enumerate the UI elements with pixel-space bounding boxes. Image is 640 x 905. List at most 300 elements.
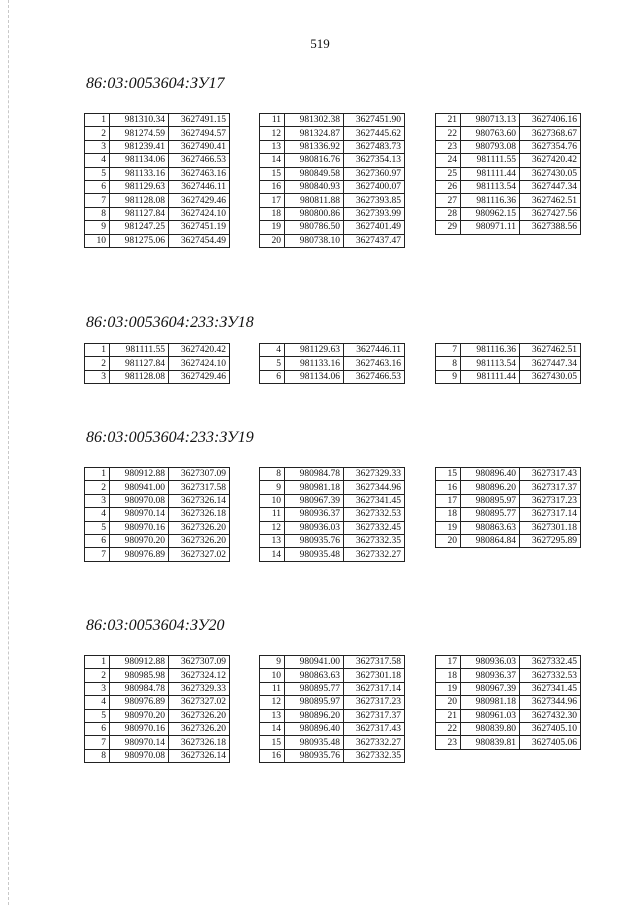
point-number: 22 (436, 722, 461, 735)
coordinate-x: 980936.03 (285, 521, 344, 534)
table-row (260, 548, 405, 561)
coordinate-y: 3627326.14 (169, 749, 230, 762)
point-number: 5 (260, 357, 285, 370)
point-number: 7 (85, 194, 110, 207)
point-number: 15 (260, 736, 285, 749)
table-row (260, 669, 405, 682)
coordinate-y: 3627427.56 (520, 207, 581, 220)
coordinate-y: 3627326.20 (169, 521, 230, 534)
point-number: 1 (85, 114, 110, 127)
coordinates-table (84, 113, 230, 248)
table-row (436, 154, 581, 167)
coordinate-x: 980935.48 (285, 736, 344, 749)
point-number: 11 (260, 682, 285, 695)
coordinate-x: 981129.63 (285, 344, 344, 357)
point-number: 3 (85, 494, 110, 507)
point-number: 16 (260, 180, 285, 193)
point-number: 17 (260, 194, 285, 207)
point-number: 7 (85, 548, 110, 561)
coordinate-x: 980967.39 (461, 682, 520, 695)
coordinate-y: 3627332.27 (344, 548, 405, 561)
table-row (85, 548, 230, 561)
coordinate-x: 980941.00 (110, 481, 169, 494)
coordinate-x: 980713.13 (461, 114, 520, 127)
coordinate-y: 3627424.10 (169, 207, 230, 220)
coordinates-tables (84, 655, 596, 855)
point-number: 21 (436, 114, 461, 127)
table-row (436, 494, 581, 507)
table-row (85, 357, 230, 370)
point-number: 5 (85, 521, 110, 534)
section-title: 86:03:0053604:ЗУ17 (86, 75, 225, 92)
point-number: 25 (436, 167, 461, 180)
table-row (436, 207, 581, 220)
coordinate-x: 981116.36 (461, 194, 520, 207)
coordinate-y: 3627344.96 (520, 696, 581, 709)
coordinate-y: 3627401.49 (344, 221, 405, 234)
coordinate-x: 981275.06 (110, 234, 169, 247)
point-number: 13 (260, 534, 285, 547)
coordinate-x: 980967.39 (285, 494, 344, 507)
point-number: 5 (85, 709, 110, 722)
coordinate-x: 981113.54 (461, 357, 520, 370)
point-number: 9 (260, 481, 285, 494)
coordinate-x: 981274.59 (110, 127, 169, 140)
point-number: 7 (85, 736, 110, 749)
coordinate-y: 3627317.58 (344, 656, 405, 669)
coordinate-x: 980961.03 (461, 709, 520, 722)
coordinate-x: 980971.11 (461, 221, 520, 234)
coordinate-x: 980936.03 (461, 656, 520, 669)
table-row (85, 736, 230, 749)
table-row (85, 534, 230, 547)
table-row (436, 468, 581, 481)
point-number: 18 (436, 669, 461, 682)
table-row (85, 682, 230, 695)
coordinate-y: 3627317.58 (169, 481, 230, 494)
point-number: 21 (436, 709, 461, 722)
point-number: 2 (85, 481, 110, 494)
point-number: 9 (85, 221, 110, 234)
point-number: 17 (436, 494, 461, 507)
table-row (436, 140, 581, 153)
coordinate-y: 3627332.53 (344, 508, 405, 521)
table-row (260, 180, 405, 193)
coordinate-x: 981239.41 (110, 140, 169, 153)
point-number: 20 (436, 534, 461, 547)
table-row (85, 521, 230, 534)
coordinate-x: 980936.37 (285, 508, 344, 521)
point-number: 4 (260, 344, 285, 357)
coordinate-x: 980895.77 (461, 508, 520, 521)
table-row (85, 344, 230, 357)
table-row (260, 656, 405, 669)
table-row (85, 696, 230, 709)
table-row (260, 370, 405, 383)
coordinate-x: 981336.92 (285, 140, 344, 153)
coordinate-y: 3627326.14 (169, 494, 230, 507)
coordinate-y: 3627454.49 (169, 234, 230, 247)
table-row (436, 696, 581, 709)
coordinate-y: 3627326.20 (169, 722, 230, 735)
point-number: 14 (260, 548, 285, 561)
point-number: 4 (85, 154, 110, 167)
table-row (85, 749, 230, 762)
coordinate-x: 980970.08 (110, 494, 169, 507)
coordinate-y: 3627483.73 (344, 140, 405, 153)
coordinate-x: 980970.20 (110, 534, 169, 547)
table-row (436, 167, 581, 180)
coordinate-y: 3627420.42 (169, 344, 230, 357)
table-row (260, 709, 405, 722)
table-row (260, 127, 405, 140)
table-row (85, 194, 230, 207)
point-number: 6 (85, 722, 110, 735)
table-row (436, 508, 581, 521)
point-number: 18 (260, 207, 285, 220)
table-row (260, 534, 405, 547)
point-number: 28 (436, 207, 461, 220)
table-row (85, 167, 230, 180)
coordinate-x: 981113.54 (461, 180, 520, 193)
coordinate-x: 980985.98 (110, 669, 169, 682)
coordinate-y: 3627317.43 (344, 722, 405, 735)
point-number: 20 (260, 234, 285, 247)
point-number: 16 (260, 749, 285, 762)
coordinate-y: 3627405.06 (520, 736, 581, 749)
coordinates-table (435, 113, 581, 235)
section-zu20 (84, 616, 596, 855)
point-number: 2 (85, 669, 110, 682)
table-row (260, 722, 405, 735)
coordinate-y: 3627326.18 (169, 736, 230, 749)
coordinate-x: 981133.16 (110, 167, 169, 180)
coordinate-x: 980984.78 (110, 682, 169, 695)
coordinate-y: 3627317.43 (520, 468, 581, 481)
point-number: 14 (260, 154, 285, 167)
coordinate-x: 980863.63 (285, 669, 344, 682)
coordinate-y: 3627406.16 (520, 114, 581, 127)
coordinate-x: 980970.08 (110, 749, 169, 762)
table-row (85, 114, 230, 127)
coordinate-x: 980935.48 (285, 548, 344, 561)
point-number: 3 (85, 140, 110, 153)
coordinate-y: 3627447.34 (520, 357, 581, 370)
table-row (260, 749, 405, 762)
coordinate-y: 3627494.57 (169, 127, 230, 140)
coordinate-x: 980786.50 (285, 221, 344, 234)
coordinate-x: 980839.81 (461, 736, 520, 749)
table-row (436, 357, 581, 370)
coordinate-x: 981128.08 (110, 370, 169, 383)
coordinate-y: 3627451.19 (169, 221, 230, 234)
coordinate-y: 3627317.23 (344, 696, 405, 709)
coordinate-x: 980970.16 (110, 521, 169, 534)
point-number: 8 (260, 468, 285, 481)
coordinate-x: 981134.06 (110, 154, 169, 167)
coordinate-y: 3627344.96 (344, 481, 405, 494)
coordinate-x: 981310.34 (110, 114, 169, 127)
coordinate-x: 980863.63 (461, 521, 520, 534)
table-row (436, 669, 581, 682)
point-number: 10 (260, 494, 285, 507)
table-row (85, 709, 230, 722)
coordinate-x: 980895.77 (285, 682, 344, 695)
coordinate-x: 980984.78 (285, 468, 344, 481)
coordinates-table (259, 467, 405, 562)
coordinate-x: 980941.00 (285, 656, 344, 669)
table-row (85, 481, 230, 494)
table-row (260, 494, 405, 507)
coordinate-x: 980816.76 (285, 154, 344, 167)
point-number: 26 (436, 180, 461, 193)
point-number: 4 (85, 508, 110, 521)
coordinate-x: 980896.40 (285, 722, 344, 735)
point-number: 10 (85, 234, 110, 247)
table-row (85, 140, 230, 153)
coordinate-x: 980970.20 (110, 709, 169, 722)
coordinate-y: 3627326.18 (169, 508, 230, 521)
coordinate-x: 980864.84 (461, 534, 520, 547)
point-number: 12 (260, 127, 285, 140)
coordinate-x: 981127.84 (110, 207, 169, 220)
coordinates-table (84, 343, 230, 384)
coordinate-x: 980738.10 (285, 234, 344, 247)
point-number: 23 (436, 736, 461, 749)
point-number: 8 (85, 749, 110, 762)
section-title: 86:03:0053604:233:ЗУ18 (86, 314, 254, 331)
table-row (260, 114, 405, 127)
coordinate-y: 3627400.07 (344, 180, 405, 193)
point-number: 6 (85, 534, 110, 547)
coordinate-x: 980896.20 (461, 481, 520, 494)
coordinate-x: 981111.55 (461, 154, 520, 167)
coordinate-x: 981247.25 (110, 221, 169, 234)
coordinate-x: 981134.06 (285, 370, 344, 383)
coordinate-y: 3627491.15 (169, 114, 230, 127)
point-number: 4 (85, 696, 110, 709)
coordinate-y: 3627430.05 (520, 167, 581, 180)
coordinate-y: 3627432.30 (520, 709, 581, 722)
point-number: 22 (436, 127, 461, 140)
coordinate-x: 980849.58 (285, 167, 344, 180)
point-number: 9 (436, 370, 461, 383)
coordinate-y: 3627332.35 (344, 749, 405, 762)
coordinate-y: 3627490.41 (169, 140, 230, 153)
coordinate-y: 3627317.23 (520, 494, 581, 507)
coordinate-x: 980811.88 (285, 194, 344, 207)
coordinate-x: 980936.37 (461, 669, 520, 682)
coordinate-y: 3627466.53 (344, 370, 405, 383)
table-row (436, 736, 581, 749)
coordinate-y: 3627332.45 (344, 521, 405, 534)
table-row (436, 344, 581, 357)
table-row (85, 154, 230, 167)
coordinate-x: 981302.38 (285, 114, 344, 127)
point-number: 1 (85, 344, 110, 357)
point-number: 1 (85, 656, 110, 669)
coordinates-table (84, 467, 230, 562)
coordinate-y: 3627326.20 (169, 534, 230, 547)
coordinate-y: 3627324.12 (169, 669, 230, 682)
point-number: 3 (85, 370, 110, 383)
coordinate-y: 3627317.14 (344, 682, 405, 695)
table-row (85, 508, 230, 521)
coordinate-x: 980912.88 (110, 656, 169, 669)
point-number: 7 (436, 344, 461, 357)
point-number: 19 (436, 521, 461, 534)
table-row (436, 114, 581, 127)
point-number: 6 (260, 370, 285, 383)
coordinate-x: 981129.63 (110, 180, 169, 193)
table-row (85, 234, 230, 247)
point-number: 5 (85, 167, 110, 180)
coordinate-x: 980981.18 (461, 696, 520, 709)
coordinate-y: 3627341.45 (520, 682, 581, 695)
coordinate-y: 3627307.09 (169, 468, 230, 481)
table-row (260, 468, 405, 481)
coordinate-x: 980981.18 (285, 481, 344, 494)
table-row (85, 722, 230, 735)
point-number: 16 (436, 481, 461, 494)
table-row (436, 722, 581, 735)
table-row (260, 234, 405, 247)
table-row (260, 221, 405, 234)
point-number: 12 (260, 521, 285, 534)
coordinate-x: 980763.60 (461, 127, 520, 140)
table-row (85, 494, 230, 507)
coordinate-y: 3627327.02 (169, 548, 230, 561)
section-title: 86:03:0053604:ЗУ20 (86, 617, 225, 634)
coordinate-x: 980935.76 (285, 749, 344, 762)
coordinates-table (259, 343, 405, 384)
coordinate-x: 980970.14 (110, 736, 169, 749)
table-row (260, 344, 405, 357)
coordinate-x: 980970.14 (110, 508, 169, 521)
coordinate-y: 3627388.56 (520, 221, 581, 234)
point-number: 15 (436, 468, 461, 481)
coordinate-y: 3627463.16 (169, 167, 230, 180)
table-row (85, 669, 230, 682)
table-row (436, 180, 581, 193)
point-number: 11 (260, 508, 285, 521)
coordinate-y: 3627332.35 (344, 534, 405, 547)
table-row (260, 736, 405, 749)
table-row (436, 709, 581, 722)
coordinate-y: 3627329.33 (344, 468, 405, 481)
coordinates-table (435, 343, 581, 384)
table-row (436, 521, 581, 534)
point-number: 17 (436, 656, 461, 669)
coordinate-y: 3627446.11 (344, 344, 405, 357)
coordinate-y: 3627307.09 (169, 656, 230, 669)
coordinate-y: 3627429.46 (169, 370, 230, 383)
point-number: 18 (436, 508, 461, 521)
table-row (85, 370, 230, 383)
table-row (436, 481, 581, 494)
point-number: 27 (436, 194, 461, 207)
point-number: 14 (260, 722, 285, 735)
point-number: 2 (85, 357, 110, 370)
table-row (260, 481, 405, 494)
coordinate-y: 3627301.18 (344, 669, 405, 682)
table-row (260, 521, 405, 534)
table-row (85, 656, 230, 669)
coordinate-x: 981116.36 (461, 344, 520, 357)
coordinate-x: 980895.97 (285, 696, 344, 709)
coordinate-y: 3627393.99 (344, 207, 405, 220)
coordinate-y: 3627317.37 (344, 709, 405, 722)
coordinate-x: 981324.87 (285, 127, 344, 140)
table-row (436, 656, 581, 669)
point-number: 20 (436, 696, 461, 709)
coordinate-x: 980976.89 (110, 548, 169, 561)
coordinate-y: 3627420.42 (520, 154, 581, 167)
point-number: 8 (436, 357, 461, 370)
table-row (260, 357, 405, 370)
coordinate-x: 981111.44 (461, 167, 520, 180)
table-row (436, 370, 581, 383)
coordinate-y: 3627451.90 (344, 114, 405, 127)
coordinate-y: 3627354.13 (344, 154, 405, 167)
coordinate-y: 3627332.53 (520, 669, 581, 682)
coordinate-y: 3627301.18 (520, 521, 581, 534)
page-edge-line (8, 0, 9, 905)
point-number: 15 (260, 167, 285, 180)
table-row (260, 508, 405, 521)
table-row (260, 154, 405, 167)
coordinate-x: 980896.20 (285, 709, 344, 722)
coordinate-y: 3627360.97 (344, 167, 405, 180)
coordinate-x: 981127.84 (110, 357, 169, 370)
coordinate-y: 3627327.02 (169, 696, 230, 709)
coordinate-y: 3627447.34 (520, 180, 581, 193)
point-number: 10 (260, 669, 285, 682)
table-row (436, 194, 581, 207)
point-number: 24 (436, 154, 461, 167)
coordinates-table (259, 113, 405, 248)
coordinate-x: 980800.86 (285, 207, 344, 220)
coordinate-x: 980840.93 (285, 180, 344, 193)
point-number: 29 (436, 221, 461, 234)
table-row (260, 696, 405, 709)
coordinate-y: 3627429.46 (169, 194, 230, 207)
coordinate-x: 980895.97 (461, 494, 520, 507)
point-number: 6 (85, 180, 110, 193)
table-row (436, 534, 581, 547)
coordinate-y: 3627332.45 (520, 656, 581, 669)
coordinate-y: 3627463.16 (344, 357, 405, 370)
coordinate-x: 980962.15 (461, 207, 520, 220)
table-row (85, 468, 230, 481)
coordinate-x: 981111.55 (110, 344, 169, 357)
coordinate-y: 3627405.10 (520, 722, 581, 735)
coordinate-y: 3627430.05 (520, 370, 581, 383)
coordinate-x: 981111.44 (461, 370, 520, 383)
section-zu17 (84, 74, 596, 313)
coordinate-y: 3627317.14 (520, 508, 581, 521)
point-number: 2 (85, 127, 110, 140)
table-row (436, 127, 581, 140)
coordinate-x: 980896.40 (461, 468, 520, 481)
coordinate-y: 3627295.89 (520, 534, 581, 547)
coordinate-x: 981133.16 (285, 357, 344, 370)
coordinate-y: 3627317.37 (520, 481, 581, 494)
coordinate-y: 3627445.62 (344, 127, 405, 140)
coordinate-y: 3627466.53 (169, 154, 230, 167)
coordinates-table (259, 655, 405, 763)
point-number: 8 (85, 207, 110, 220)
